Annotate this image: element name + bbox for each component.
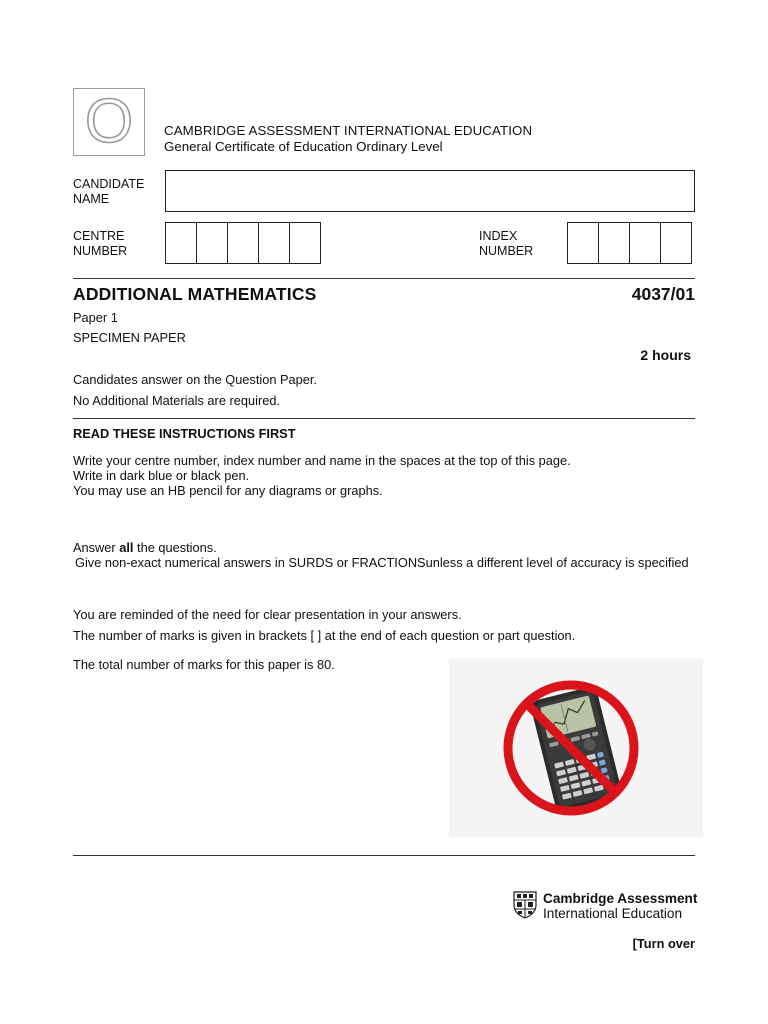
- candidate-name-field[interactable]: [165, 170, 695, 212]
- reminder-line: You are reminded of the need for clear presentation in your answers.: [73, 607, 462, 622]
- marks-note: The number of marks is given in brackets [ ] at the end of each question or part question.: [73, 628, 576, 643]
- centre-number-label: [73, 229, 127, 259]
- certificate-name: General Certificate of Education Ordinary Level: [164, 139, 443, 154]
- brand-line1: Cambridge Assessment: [543, 891, 698, 906]
- turn-over: [Turn over: [632, 936, 695, 951]
- instruction-line: You may use an HB pencil for any diagrams or graphs.: [73, 483, 383, 498]
- materials-line2: No Additional Materials are required.: [73, 393, 280, 408]
- subject-title: ADDITIONAL MATHEMATICS: [73, 284, 317, 304]
- centre-digit-box[interactable]: [227, 222, 259, 264]
- candidate-label-line1: CANDIDATE: [73, 177, 145, 191]
- index-digit-box[interactable]: [660, 222, 692, 264]
- index-digit-box[interactable]: [629, 222, 661, 264]
- instruction-line: Write in dark blue or black pen.: [73, 468, 250, 483]
- answer-prefix: Answer: [73, 540, 120, 555]
- answer-suffix: the questions.: [133, 540, 217, 555]
- no-calculator-panel: [449, 658, 703, 837]
- surds-line: [75, 555, 689, 570]
- no-calculator-icon: [449, 658, 703, 837]
- surds-part-b: unless a different level of accuracy is specified: [425, 555, 689, 570]
- answer-all-line: [73, 540, 217, 555]
- centre-digit-box[interactable]: [258, 222, 290, 264]
- surds-part-a: Give non-exact numerical answers in SURDS or FRACTIONS: [75, 555, 426, 570]
- divider: [73, 278, 695, 279]
- centre-digit-box[interactable]: [289, 222, 321, 264]
- materials-line1: Candidates answer on the Question Paper.: [73, 372, 318, 387]
- instructions-block: [73, 453, 571, 498]
- divider: [73, 855, 695, 856]
- centre-label-line1: CENTRE: [73, 229, 125, 243]
- centre-number-field[interactable]: [165, 222, 321, 264]
- index-label-line2: NUMBER: [479, 244, 534, 258]
- divider: [73, 418, 695, 419]
- org-name: CAMBRIDGE ASSESSMENT INTERNATIONAL EDUCATION: [164, 123, 533, 138]
- index-number-label: [479, 229, 533, 259]
- candidate-name-label: [73, 177, 144, 207]
- instruction-line: Write your centre number, index number and name in the spaces at the top of this page.: [73, 453, 571, 468]
- cambridge-brand: [513, 891, 697, 921]
- index-number-field[interactable]: [567, 222, 692, 264]
- paper-number: Paper 1: [73, 310, 118, 325]
- instructions-heading: READ THESE INSTRUCTIONS FIRST: [73, 426, 296, 441]
- level-letter: O: [84, 87, 134, 156]
- level-badge: [73, 88, 145, 156]
- subject-code: 4037/01: [631, 284, 695, 304]
- candidate-label-line2: NAME: [73, 192, 110, 206]
- centre-label-line2: NUMBER: [73, 244, 128, 258]
- centre-digit-box[interactable]: [196, 222, 228, 264]
- index-digit-box[interactable]: [598, 222, 630, 264]
- index-digit-box[interactable]: [567, 222, 599, 264]
- index-label-line1: INDEX: [479, 229, 518, 243]
- centre-digit-box[interactable]: [165, 222, 197, 264]
- paper-type: SPECIMEN PAPER: [73, 330, 186, 345]
- brand-line2: International Education: [543, 906, 683, 921]
- answer-bold: all: [119, 540, 134, 555]
- total-marks: The total number of marks for this paper is 80.: [73, 657, 335, 672]
- duration: 2 hours: [640, 347, 691, 363]
- cambridge-crest-icon: [513, 891, 537, 919]
